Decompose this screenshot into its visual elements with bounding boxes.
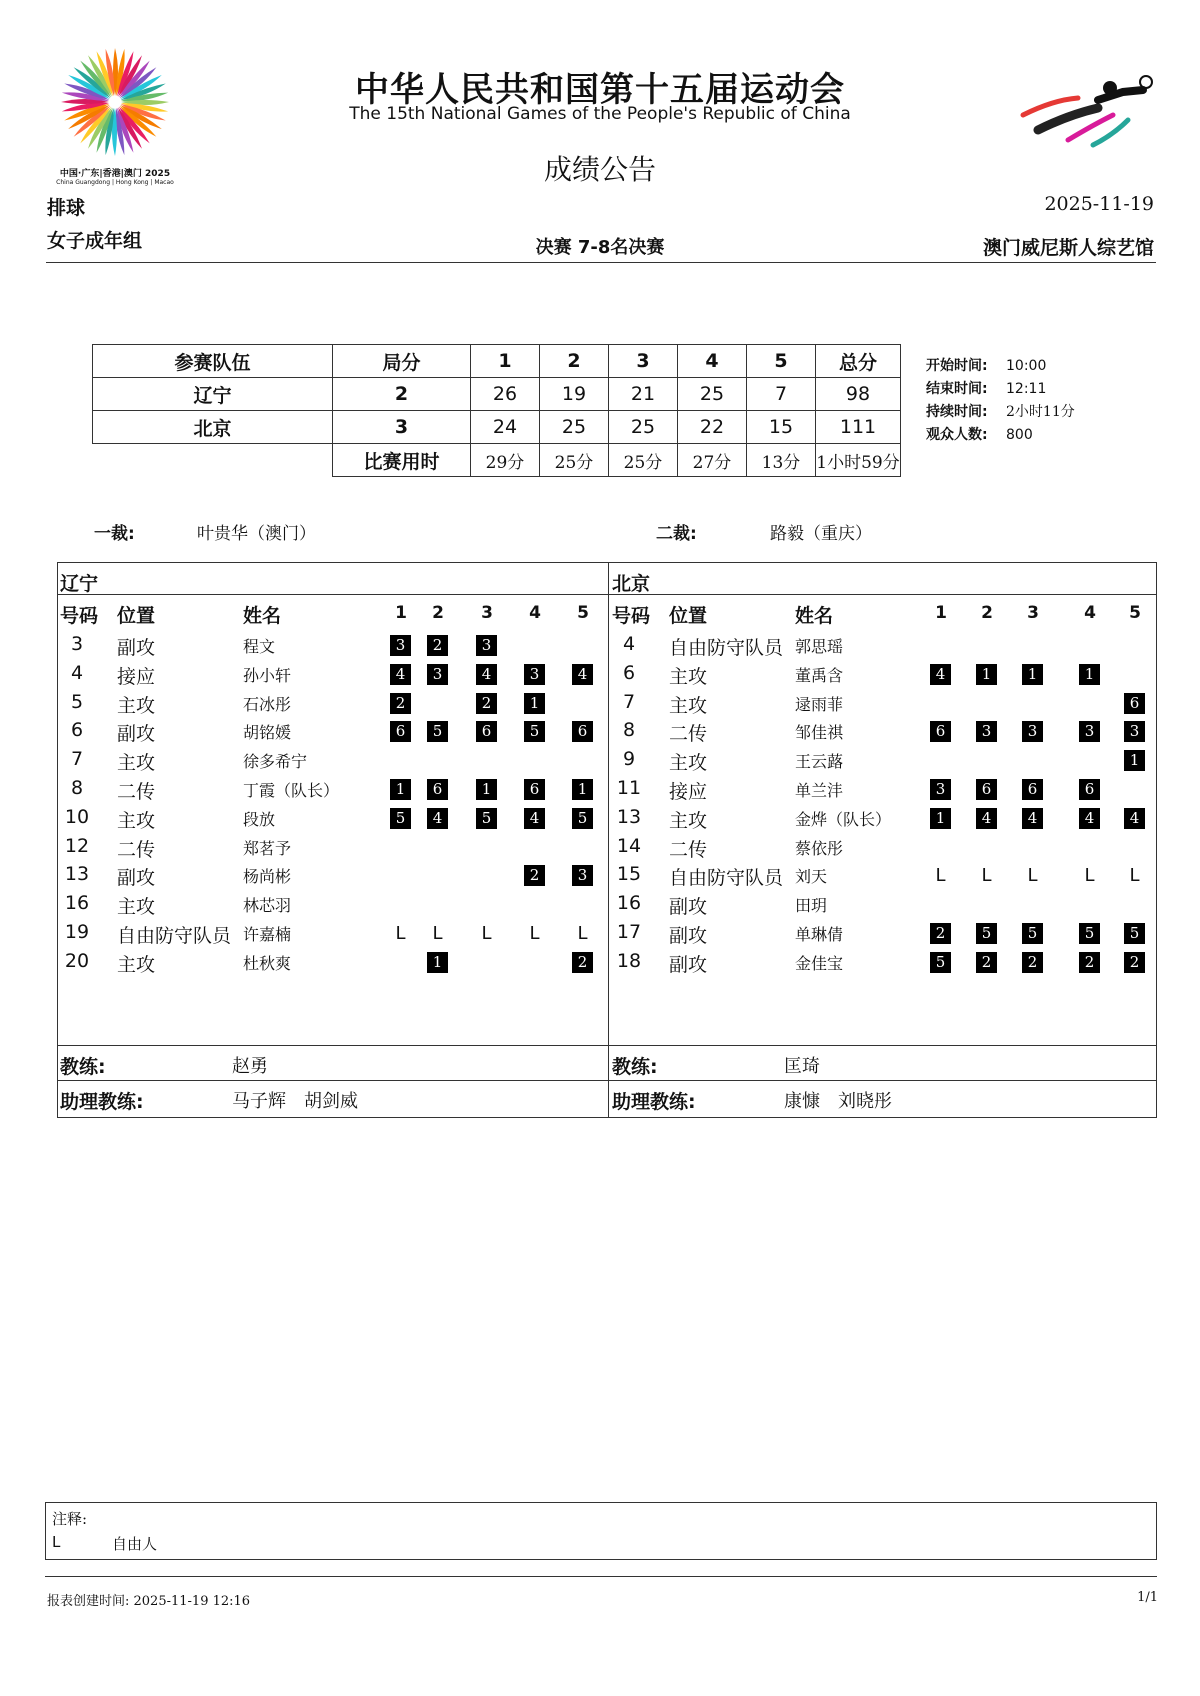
player-position: 主攻 (117, 694, 156, 717)
starting-position-box: 6 (976, 779, 997, 800)
starting-position-box: 3 (1022, 721, 1043, 742)
player-name: 林芯羽 (243, 896, 292, 916)
player-number: 4 (70, 661, 84, 684)
player-name: 丁霞（队长） (243, 781, 340, 800)
header-set-3: 3 (1027, 603, 1039, 623)
starting-position-box: 5 (390, 808, 411, 829)
player-number: 20 (64, 949, 90, 972)
starting-position-box: 5 (1022, 923, 1043, 944)
score-row-team-2 (93, 411, 901, 444)
starting-position-box: 6 (427, 779, 448, 800)
player-name: 许嘉楠 (243, 925, 292, 944)
header-set-2: 2 (432, 603, 444, 623)
sport-name: 排球 (47, 197, 86, 219)
starting-position-box: 2 (1124, 952, 1145, 973)
player-number: 13 (616, 805, 642, 828)
starting-position-box: 1 (390, 779, 411, 800)
match-info (926, 355, 1075, 447)
header-set-2: 2 (981, 603, 993, 623)
player-name: 田玥 (795, 896, 828, 916)
player-number: 5 (70, 690, 84, 713)
starting-position-box: 3 (1124, 721, 1145, 742)
event-group: 女子成年组 (47, 230, 143, 252)
first-referee: 叶贵华（澳门） (197, 524, 316, 544)
starting-position-box: 2 (930, 923, 951, 944)
score-header-row (93, 345, 901, 378)
starting-position-box: 1 (476, 779, 497, 800)
header-number: 号码 (612, 605, 651, 627)
games-title-cn: 中华人民共和国第十五届运动会 (355, 70, 845, 110)
player-number: 12 (64, 834, 90, 857)
set-score: 22 (678, 411, 747, 444)
player-number: 16 (64, 892, 90, 915)
duration-row (93, 444, 901, 477)
player-number: 3 (70, 633, 84, 655)
player-position: 主攻 (117, 953, 156, 976)
starting-position-box: 5 (1079, 923, 1100, 944)
games-title-en: The 15th National Games of the People's Republic of China (349, 104, 851, 124)
starting-position-box: 6 (390, 721, 411, 742)
set-score: 19 (540, 378, 609, 411)
header-set-4: 4 (678, 345, 747, 378)
player-position: 主攻 (669, 694, 708, 717)
starting-position-box: 3 (524, 664, 545, 685)
set-score: 24 (471, 411, 540, 444)
starting-position-box: 1 (1124, 750, 1145, 771)
starting-position-box: 2 (390, 693, 411, 714)
notes-title: 注释: (52, 1510, 88, 1528)
starting-position-box: 2 (476, 693, 497, 714)
duration-label: 持续时间: (926, 404, 988, 420)
player-position: 副攻 (669, 896, 708, 919)
player-name: 蔡依彤 (795, 838, 844, 858)
player-name: 金烨（队长） (795, 809, 892, 829)
player-position: 主攻 (117, 896, 156, 919)
player-position: 副攻 (117, 867, 156, 890)
match-date: 2025-11-19 (1044, 193, 1154, 215)
starting-position-box: 6 (524, 779, 545, 800)
starting-position-box: 4 (1079, 808, 1100, 829)
venue-name: 澳门威尼斯人综艺馆 (982, 237, 1154, 259)
header-set-1: 1 (935, 603, 947, 623)
player-position: 主攻 (117, 752, 156, 775)
player-number: 19 (64, 921, 90, 943)
team-name: 辽宁 (93, 378, 333, 411)
header-set-4: 4 (1084, 603, 1096, 623)
starting-position-box: 6 (572, 721, 593, 742)
starting-position-box: 2 (427, 635, 448, 656)
set-score: 25 (678, 378, 747, 411)
score-table (92, 344, 901, 477)
player-position: 二传 (669, 723, 708, 746)
player-number: 13 (64, 863, 90, 886)
set-score: 26 (471, 378, 540, 411)
header-set-5: 5 (577, 603, 589, 623)
player-number: 18 (616, 949, 642, 972)
header-position: 位置 (117, 605, 156, 627)
starting-position-box: 3 (390, 635, 411, 656)
set-duration: 13分 (747, 444, 816, 477)
starting-position-box: 4 (976, 808, 997, 829)
starting-position-box: 2 (976, 952, 997, 973)
starting-position-box: 3 (1079, 721, 1100, 742)
libero-mark: L (1084, 865, 1095, 887)
starting-position-box: 6 (1124, 693, 1145, 714)
libero-mark: L (1129, 865, 1140, 887)
match-phase: 决赛 7-8名决赛 (535, 237, 665, 258)
second-referee: 路毅（重庆） (770, 524, 872, 544)
set-score: 25 (540, 411, 609, 444)
starting-position-box: 5 (976, 923, 997, 944)
logo-text-en: China Guangdong | Hong Kong | Macao (56, 179, 174, 186)
set-duration: 25分 (540, 444, 609, 477)
starting-position-box: 4 (390, 664, 411, 685)
header-total: 总分 (816, 345, 901, 378)
duration-label: 比赛用时 (333, 444, 471, 477)
player-name: 杨尚彬 (243, 867, 292, 887)
player-name: 单兰沣 (795, 781, 844, 800)
player-number: 10 (64, 805, 90, 828)
assistant-coach-label: 助理教练: (612, 1091, 696, 1113)
total-points: 98 (816, 378, 901, 411)
player-name: 胡铭媛 (243, 723, 292, 743)
spectators-count: 800 (1006, 427, 1033, 443)
starting-position-box: 4 (930, 664, 951, 685)
coach-label: 教练: (60, 1056, 106, 1078)
player-name: 单琳倩 (795, 925, 844, 944)
starting-position-box: 4 (476, 664, 497, 685)
player-position: 二传 (669, 838, 708, 861)
starting-position-box: 5 (1124, 923, 1145, 944)
starting-position-box: 1 (524, 693, 545, 714)
roster-team-name: 北京 (612, 573, 651, 595)
total-points: 111 (816, 411, 901, 444)
starting-position-box: 1 (976, 664, 997, 685)
notes-code: L (52, 1533, 61, 1551)
player-name: 逯雨菲 (795, 694, 844, 714)
set-score: 15 (747, 411, 816, 444)
player-name: 程文 (243, 637, 276, 656)
report-title: 成绩公告 (543, 153, 656, 186)
second-referee-label: 二裁: (656, 524, 697, 544)
player-position: 二传 (117, 781, 156, 803)
notes-description: 自由人 (112, 1535, 158, 1553)
starting-position-box: 6 (1022, 779, 1043, 800)
libero-mark: L (935, 865, 946, 887)
logo-text-cn: 中国·广东|香港|澳门 2025 (59, 169, 171, 179)
player-name: 王云蕗 (795, 752, 844, 772)
set-duration: 25分 (609, 444, 678, 477)
player-number: 16 (616, 892, 642, 915)
starting-position-box: 1 (1079, 664, 1100, 685)
player-position: 自由防守队员 (117, 925, 232, 947)
header-set-3: 3 (481, 603, 493, 623)
sets-won: 3 (333, 411, 471, 444)
notes-box (45, 1502, 1157, 1560)
libero-mark: L (577, 923, 588, 944)
coach-label: 教练: (612, 1056, 658, 1078)
start-time: 10:00 (1006, 358, 1047, 374)
footer-divider (45, 1576, 1157, 1577)
starting-position-box: 6 (476, 721, 497, 742)
starting-position-box: 3 (476, 635, 497, 656)
starting-position-box: 4 (427, 808, 448, 829)
starting-position-box: 2 (1079, 952, 1100, 973)
starting-position-box: 2 (524, 865, 545, 886)
player-name: 董禹含 (795, 665, 844, 685)
divider (57, 594, 1157, 595)
starting-position-box: 3 (572, 865, 593, 886)
player-name: 石冰彤 (243, 694, 292, 714)
starting-position-box: 1 (930, 808, 951, 829)
set-score: 21 (609, 378, 678, 411)
empty-cell (93, 444, 333, 477)
roster-team-name: 辽宁 (60, 573, 99, 595)
libero-mark: L (981, 865, 992, 887)
starting-position-box: 4 (572, 664, 593, 685)
player-position: 二传 (117, 838, 156, 861)
player-position: 副攻 (117, 723, 156, 746)
starting-position-box: 4 (524, 808, 545, 829)
player-position: 主攻 (117, 809, 156, 832)
set-score: 25 (609, 411, 678, 444)
end-label: 结束时间: (926, 381, 988, 397)
player-number: 15 (616, 863, 642, 886)
player-position: 自由防守队员 (669, 637, 784, 659)
player-name: 郑茗予 (243, 838, 292, 858)
assistant-coaches: 马子辉 胡剑威 (232, 1091, 358, 1112)
spectators-label: 观众人数: (926, 427, 988, 443)
divider (57, 1045, 1157, 1046)
report-created-time: 报表创建时间: 2025-11-19 12:16 (47, 1594, 251, 1609)
libero-mark: L (481, 923, 492, 944)
header-set-5: 5 (747, 345, 816, 378)
set-duration: 27分 (678, 444, 747, 477)
player-name: 杜秋爽 (243, 953, 292, 973)
player-name: 郭思瑶 (795, 637, 844, 656)
starting-position-box: 1 (1022, 664, 1043, 685)
libero-mark: L (529, 923, 540, 944)
starting-position-box: 1 (572, 779, 593, 800)
header-set-5: 5 (1129, 603, 1141, 623)
match-duration: 2小时11分 (1006, 404, 1075, 420)
header-position: 位置 (669, 605, 708, 627)
divider (57, 1080, 1157, 1081)
player-name: 金佳宝 (795, 953, 844, 973)
player-name: 刘天 (795, 867, 828, 887)
player-number: 6 (70, 719, 84, 742)
starting-position-box: 3 (427, 664, 448, 685)
starting-position-box: 5 (524, 721, 545, 742)
header-name: 姓名 (795, 605, 834, 627)
page-number: 1/1 (1137, 1590, 1158, 1605)
coach-name: 匡琦 (784, 1056, 820, 1077)
header-set-2: 2 (540, 345, 609, 378)
player-position: 副攻 (117, 637, 156, 659)
end-time: 12:11 (1006, 381, 1047, 397)
starting-position-box: 2 (572, 952, 593, 973)
player-number: 8 (70, 777, 84, 799)
header-name: 姓名 (243, 605, 282, 627)
set-duration: 29分 (471, 444, 540, 477)
player-number: 8 (622, 719, 636, 742)
first-referee-label: 一裁: (94, 524, 135, 544)
starting-position-box: 6 (1079, 779, 1100, 800)
starting-position-box: 3 (976, 721, 997, 742)
player-number: 9 (622, 748, 636, 771)
start-label: 开始时间: (926, 358, 988, 374)
libero-mark: L (395, 923, 406, 944)
starting-position-box: 3 (930, 779, 951, 800)
header-divider (46, 262, 1156, 263)
player-number: 11 (616, 777, 642, 799)
starting-position-box: 4 (1124, 808, 1145, 829)
starting-position-box: 2 (1022, 952, 1043, 973)
player-number: 7 (622, 690, 636, 713)
player-number: 17 (616, 921, 642, 943)
starting-position-box: 4 (1022, 808, 1043, 829)
starting-position-box: 6 (930, 721, 951, 742)
assistant-coach-label: 助理教练: (60, 1091, 144, 1113)
player-position: 副攻 (669, 953, 708, 976)
player-position: 主攻 (669, 752, 708, 775)
sets-won: 2 (333, 378, 471, 411)
player-number: 4 (622, 633, 636, 655)
player-number: 7 (70, 748, 84, 771)
player-name: 孙小轩 (243, 665, 292, 685)
player-name: 徐多希宁 (243, 752, 308, 772)
starting-position-box: 1 (427, 952, 448, 973)
header-team: 参赛队伍 (93, 345, 333, 378)
libero-mark: L (1027, 865, 1038, 887)
header-number: 号码 (60, 605, 99, 627)
starting-position-box: 5 (427, 721, 448, 742)
header-set-1: 1 (395, 603, 407, 623)
player-position: 副攻 (669, 925, 708, 947)
header-set-1: 1 (471, 345, 540, 378)
roster-panel (57, 562, 1157, 1118)
header-set-3: 3 (609, 345, 678, 378)
total-duration: 1小时59分 (816, 444, 901, 477)
coach-name: 赵勇 (232, 1056, 268, 1077)
assistant-coaches: 康慷 刘晓彤 (784, 1091, 892, 1112)
player-position: 主攻 (669, 665, 708, 688)
starting-position-box: 5 (476, 808, 497, 829)
header-set-4: 4 (529, 603, 541, 623)
player-number: 14 (616, 834, 642, 857)
set-score: 7 (747, 378, 816, 411)
starting-position-box: 5 (572, 808, 593, 829)
starting-position-box: 5 (930, 952, 951, 973)
player-position: 接应 (669, 781, 708, 803)
player-name: 邹佳祺 (795, 723, 844, 743)
header-sets: 局分 (333, 345, 471, 378)
player-position: 主攻 (669, 809, 708, 832)
player-position: 自由防守队员 (669, 867, 784, 890)
player-number: 6 (622, 661, 636, 684)
team-name: 北京 (93, 411, 333, 444)
player-name: 段放 (243, 809, 276, 829)
player-position: 接应 (117, 665, 156, 688)
libero-mark: L (432, 923, 443, 944)
score-row-team-1 (93, 378, 901, 411)
